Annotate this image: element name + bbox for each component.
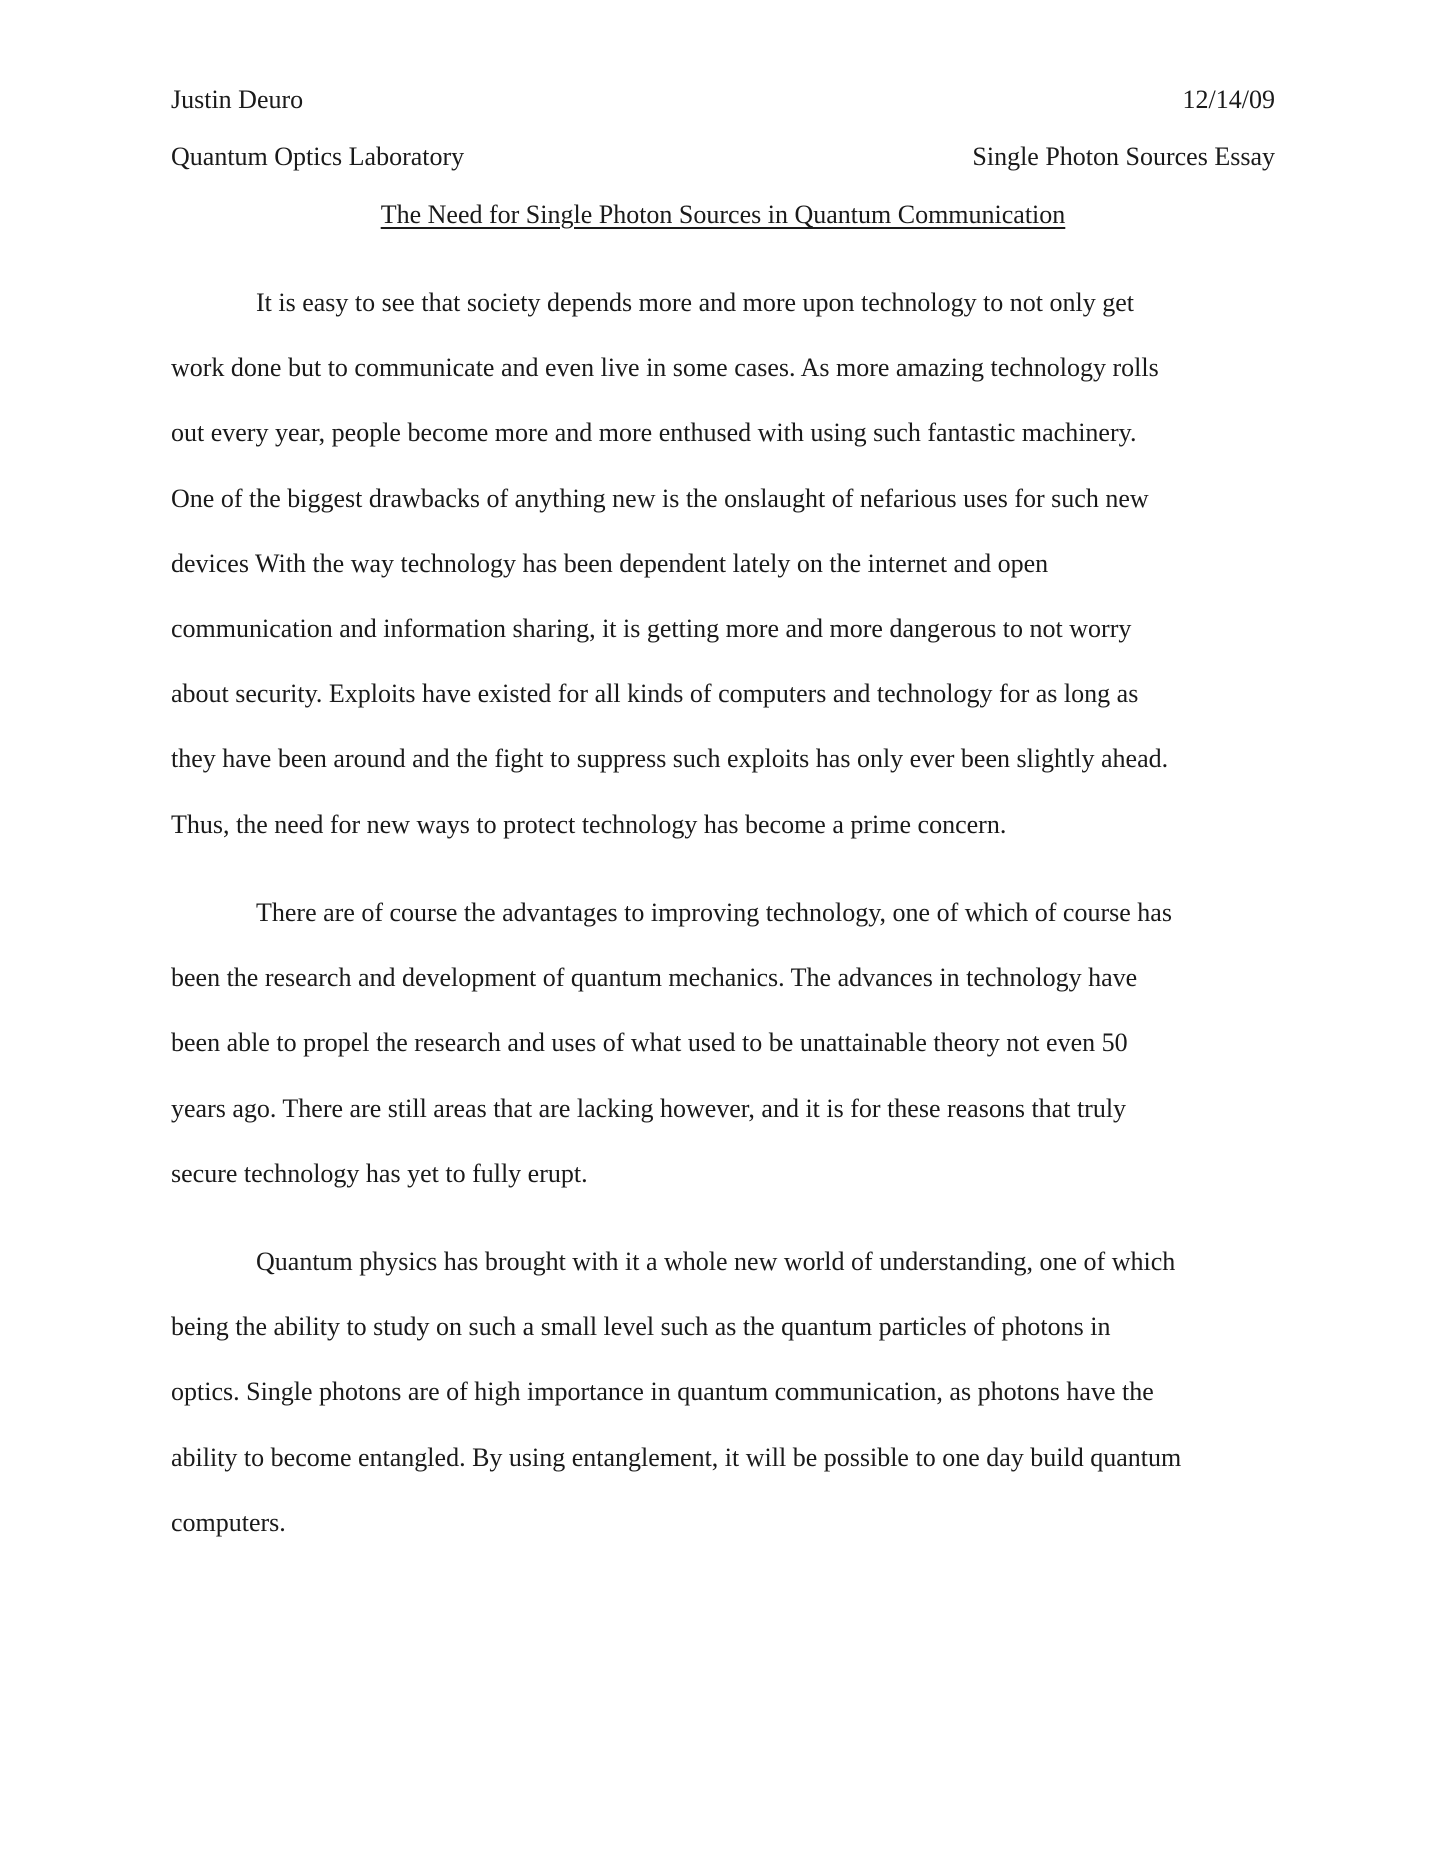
paragraph-line: years ago. There are still areas that are lacking however, and it is for these reasons that truly (171, 1093, 1127, 1123)
paragraph-line: It is easy to see that society depends more and more upon technology to not only get (256, 288, 1135, 317)
author-name: Justin Deuro (171, 85, 304, 114)
course-name: Quantum Optics Laboratory (171, 142, 465, 171)
paragraph-3 (171, 1229, 1281, 1555)
paragraph-line: optics. Single photons are of high importance in quantum communication, as photons have the (171, 1377, 1154, 1407)
paragraph-line: being the ability to study on such a small level such as the quantum particles of photons in (171, 1312, 1111, 1342)
paragraph-line: been the research and development of quantum mechanics. The advances in technology have (171, 963, 1138, 993)
paragraph-line: work done but to communicate and even live in some cases. As more amazing technology rolls (171, 353, 1159, 383)
paragraph-line: computers. (171, 1507, 286, 1537)
essay-title: The Need for Single Photon Sources in Quantum Communication (380, 200, 1066, 229)
paragraph-line: communication and information sharing, it is getting more and more dangerous to not worry (171, 613, 1132, 643)
paragraph-line: Thus, the need for new ways to protect technology has become a prime concern. (171, 809, 1007, 839)
header-row-2 (171, 141, 1275, 173)
assignment-name: Single Photon Sources Essay (972, 142, 1275, 171)
paragraph-line: about security. Exploits have existed for all kinds of computers and technology for as long as (171, 679, 1139, 709)
header-row-1 (171, 84, 1275, 116)
date: 12/14/09 (1182, 85, 1275, 114)
paragraph-1 (171, 270, 1281, 857)
paragraph-line: One of the biggest drawbacks of anything new is the onslaught of nefarious uses for such new (171, 483, 1149, 513)
paragraph-line: secure technology has yet to fully erupt. (171, 1158, 588, 1188)
paragraph-line: Quantum physics has brought with it a whole new world of understanding, one of which (256, 1247, 1176, 1276)
paragraph-line: out every year, people become more and more enthused with using such fantastic machinery. (171, 418, 1137, 448)
paragraph-line: ability to become entangled. By using entanglement, it will be possible to one day build quantum (171, 1442, 1182, 1472)
paragraph-line: There are of course the advantages to improving technology, one of which of course has (256, 898, 1172, 927)
paragraph-line: they have been around and the fight to suppress such exploits has only ever been slightly ahead. (171, 744, 1169, 774)
paragraph-line: been able to propel the research and uses of what used to be unattainable theory not even 50 (171, 1028, 1128, 1058)
paragraph-line: devices With the way technology has been dependent lately on the internet and open (171, 548, 1049, 578)
paragraph-2 (171, 880, 1281, 1206)
